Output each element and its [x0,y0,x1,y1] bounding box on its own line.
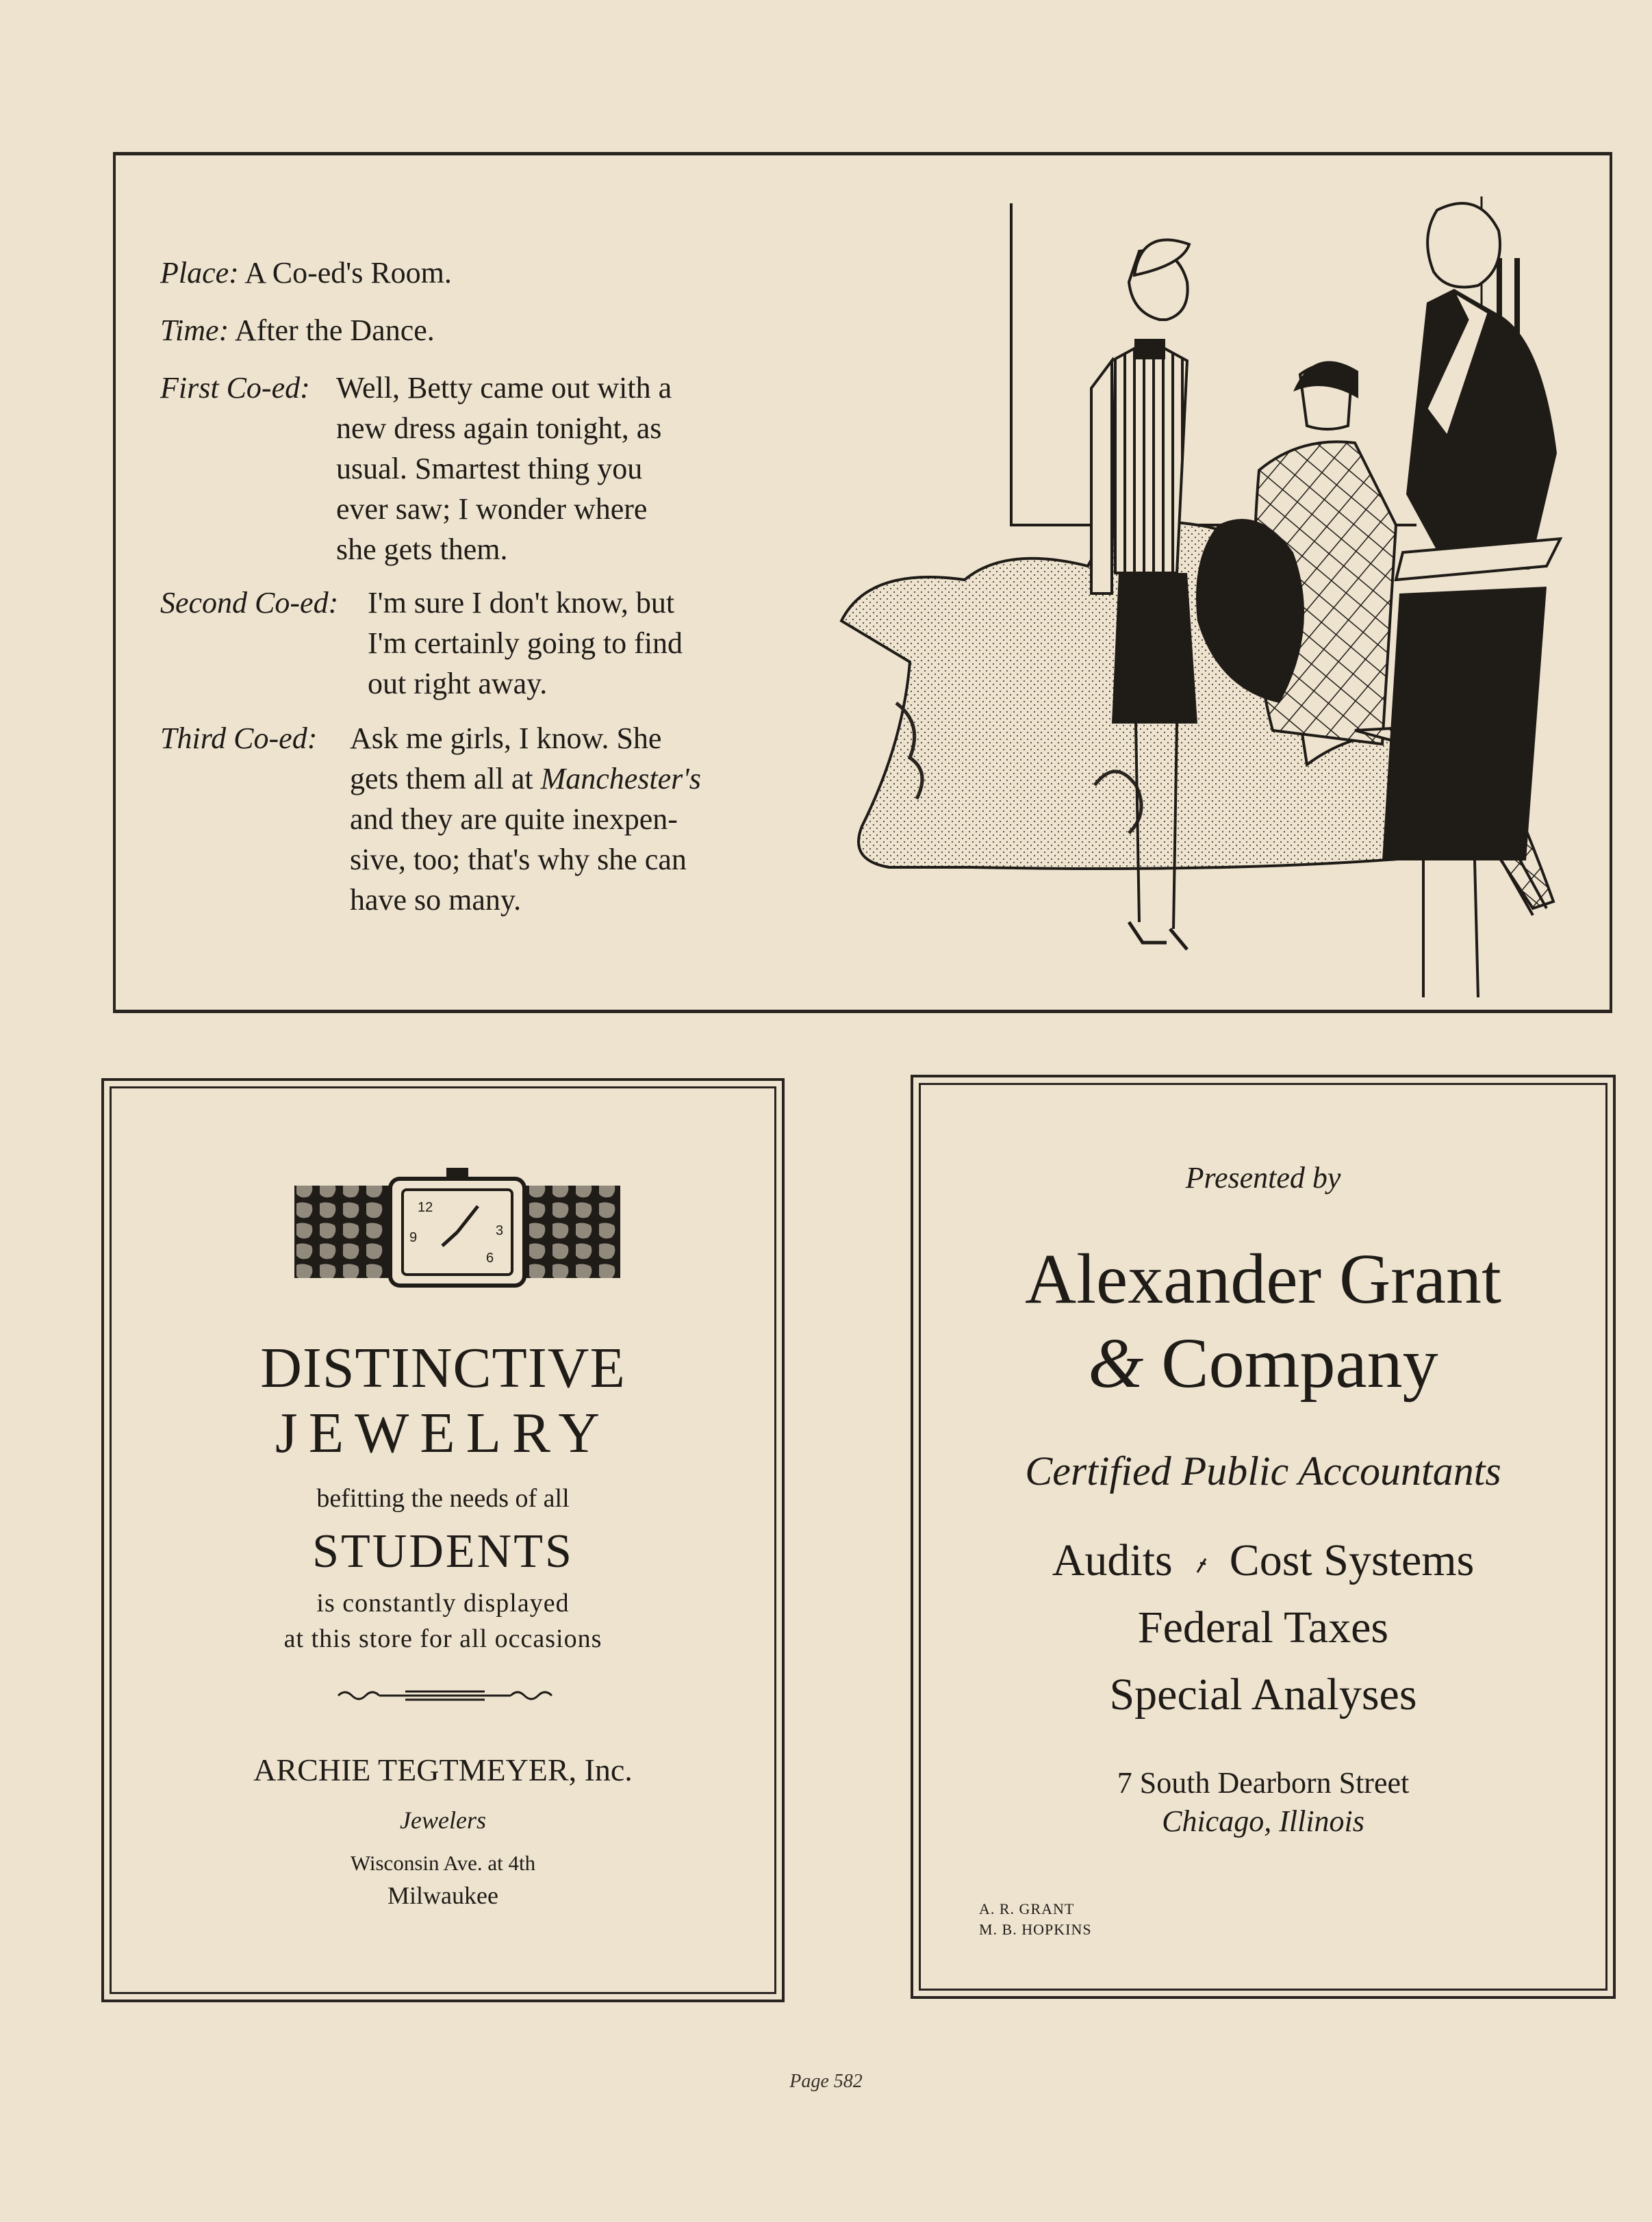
partner-name: M. B. HOPKINS [979,1921,1092,1938]
first-coed-label: First Co-ed: [160,371,310,405]
svg-text:9: 9 [409,1230,418,1245]
dialogue-panel [113,152,1612,1013]
firm-name-company: Company [1161,1324,1438,1403]
place-line [160,253,452,293]
service-cost-systems: Cost Systems [1229,1535,1475,1585]
time-label: Time: [160,314,229,347]
company-name: ARCHIE TEGTMEYER, Inc. [253,1752,633,1787]
speech-line: Ask me girls, I know. She [350,721,662,755]
time-text: After the Dance. [234,314,435,347]
place-text: A Co-ed's Room. [244,256,452,290]
company-city: Milwaukee [387,1882,498,1909]
svg-text:6: 6 [486,1251,494,1266]
partner-name: A. R. GRANT [979,1900,1075,1917]
accounting-ad [911,1075,1616,1999]
speech-line: usual. Smartest thing you [336,452,643,485]
service-line-3: Special Analyses [1109,1670,1417,1720]
ad-headline-students: STUDENTS [312,1525,574,1578]
service-audits: Audits [1052,1535,1173,1585]
speech-line: ever saw; I wonder where [336,492,648,526]
third-coed-label: Third Co-ed: [160,721,318,755]
speech-line: I'm certainly going to find [368,626,683,660]
speech-line: Well, Betty came out with a [336,371,672,405]
svg-text:12: 12 [418,1200,433,1215]
firm-city: Chicago, Illinois [1162,1804,1364,1838]
firm-subtitle: Certified Public Accountants [1025,1448,1501,1494]
speech-line: she gets them. [336,533,508,566]
jewelry-ad [101,1078,785,2002]
firm-street: 7 South Dearborn Street [1117,1766,1410,1800]
place-label: Place: [160,256,239,290]
ampersand: & [1088,1324,1144,1403]
ad-headline-jewelry: JEWELRY [275,1401,611,1465]
three-coeds-illustration [739,183,1594,1004]
second-coed-label: Second Co-ed: [160,586,339,620]
ad-line: is constantly displayed [316,1589,570,1618]
speech-text: gets them all at [350,762,541,795]
wristwatch-icon [294,1160,620,1297]
speech-line: sive, too; that's why she can [350,843,687,876]
ornament-divider [337,1685,553,1706]
ad-headline-distinctive: DISTINCTIVE [260,1336,626,1400]
presented-by: Presented by [1185,1161,1341,1195]
company-trade: Jewelers [400,1806,486,1834]
company-address: Wisconsin Ave. at 4th [350,1851,536,1875]
ad-line: befitting the needs of all [316,1484,570,1513]
speech-line: new dress again tonight, as [336,411,662,445]
speech-line: I'm sure I don't know, but [368,586,675,620]
store-name: Manchester's [540,762,701,795]
speech-line: out right away. [368,667,548,700]
service-line-1 [913,1535,1613,1587]
page-number: Page 582 [789,2071,863,2092]
speech-line: and they are quite inexpen- [350,802,678,836]
firm-name-line2 [913,1323,1613,1405]
speech-line: have so many. [350,883,522,917]
bullet-ornament [1192,1555,1210,1575]
ad-line: at this store for all occasions [283,1624,602,1653]
firm-name-line1: Alexander Grant [1025,1240,1501,1318]
service-line-2: Federal Taxes [1137,1602,1389,1652]
svg-text:3: 3 [496,1223,504,1238]
time-line [160,310,435,350]
